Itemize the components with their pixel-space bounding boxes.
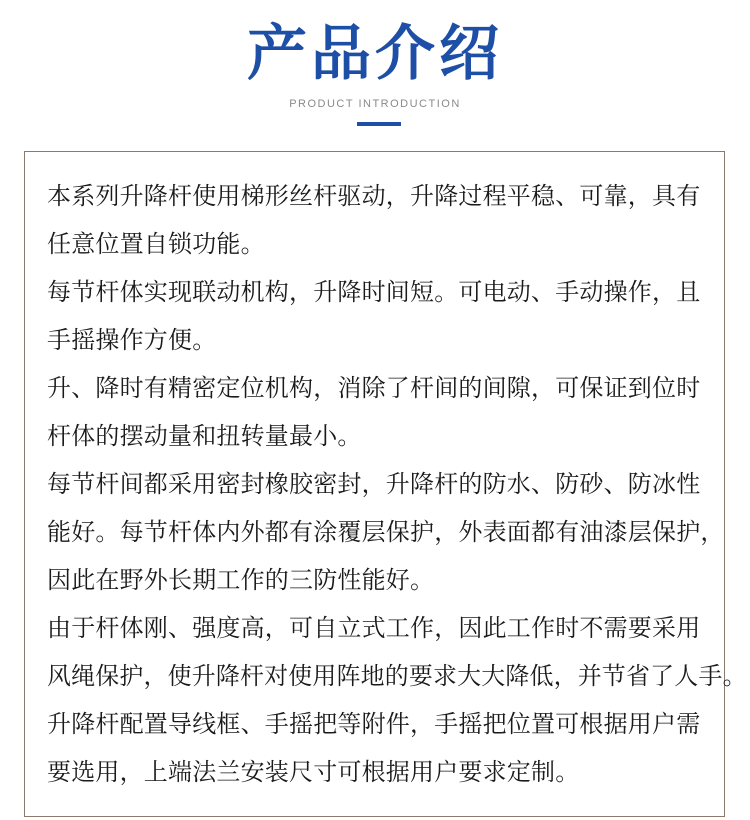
title-underline [357,122,401,126]
paragraph-line: 升、降时有精密定位机构，消除了杆间的间隙，可保证到位时 [47,374,701,402]
paragraph-line: 能好。每节杆体内外都有涂覆层保护，外表面都有油漆层保护， [47,518,725,546]
paragraph-1 [47,172,747,268]
paragraph-line: 本系列升降杆使用梯形丝杆驱动，升降过程平稳、可靠，具有 [47,182,701,210]
paragraph-line: 因此在野外长期工作的三防性能好。 [47,566,435,594]
paragraph-5 [47,604,747,700]
paragraph-line: 每节杆间都采用密封橡胶密封，升降杆的防水、防砂、防冰性 [47,470,701,498]
paragraph-line: 要选用，上端法兰安装尺寸可根据用户要求定制。 [47,758,580,786]
paragraph-3 [47,364,747,460]
paragraph-list [47,172,747,796]
paragraph-line: 每节杆体实现联动机构，升降时间短。可电动、手动操作，且 [47,278,701,306]
paragraph-6 [47,700,747,796]
paragraph-line: 手摇操作方便。 [47,326,217,354]
paragraph-line: 升降杆配置导线框、手摇把等附件，手摇把位置可根据用户需 [47,710,701,738]
paragraph-2 [47,268,747,364]
paragraph-line: 风绳保护，使升降杆对使用阵地的要求大大降低，并节省了人手。 [47,662,747,690]
paragraph-4 [47,460,747,604]
paragraph-line: 任意位置自锁功能。 [47,230,265,258]
paragraph-line: 杆体的摆动量和扭转量最小。 [47,422,362,450]
page-subtitle: PRODUCT INTRODUCTION [289,98,461,110]
paragraph-line: 由于杆体刚、强度高，可自立式工作，因此工作时不需要采用 [47,614,701,642]
page-title: 产品介绍 [247,19,503,89]
